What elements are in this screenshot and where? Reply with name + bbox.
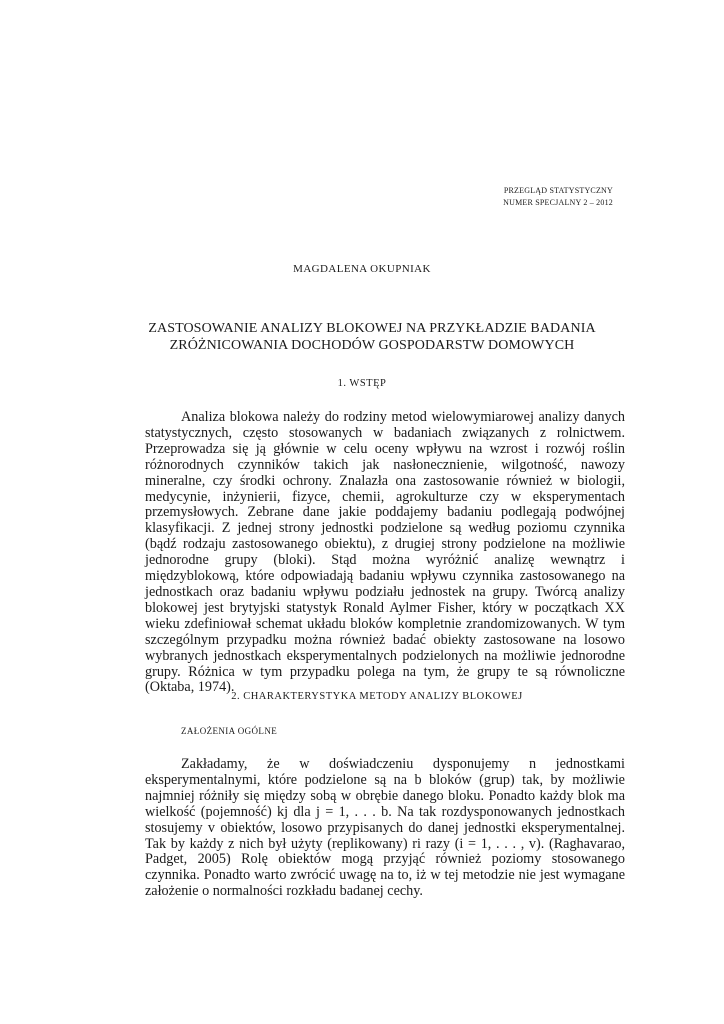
section-1-paragraph: [145, 410, 625, 696]
journal-header: [503, 185, 613, 209]
journal-issue: NUMER SPECJALNY 2 – 2012: [503, 198, 613, 207]
section-1-heading: 1. WSTĘP: [337, 378, 387, 389]
section-2-heading: 2. CHARAKTERYSTYKA METODY ANALIZY BLOKOWEJ: [231, 691, 523, 702]
section-1-text: Analiza blokowa należy do rodziny metod wielowymiarowej analizy danych statystycznych, często stosowanych w badaniach związanych z rolnictwem. Przeprowadza się ją głównie w celu oceny wpływu na wzrost i rozwój roślin różnorodnych czynników takich jak nasłonecznienie, wilgotność, nawozy mineralne, czy środki ochrony. Znalazła ona zastosowanie również w biologii, medycynie, inżynierii, fizyce, chemii, agrokulturze czy w eksperymentach przemysłowych. Zebrane dane jakie poddajemy badaniu podlegają podwójnej klasyfikacji. Z jednej strony jednostki podzielone są według poziomu czynnika (bądź rodzaju zastosowanego obiektu), z drugiej strony podzielone na możliwie jednorodne grupy (bloki). Stąd można wyróżnić analizę wewnątrz i międzyblokową, które odpowiadają badaniu wpływu czynnika zastosowanego na jednostkach oraz badaniu wpływu podziału jednostek na grupy. Twórcą analizy blokowej jest brytyjski statystyk Ronald Aylmer Fisher, który w początkach XX wieku zdefiniował schemat układu bloków kompletnie zrandomizowanych. W tym szczególnym przypadku można również badać obiekty zastosowane na losowo wybranych jednostkach eksperymentalnych podzielonych na możliwie jednorodne grupy. Różnica w tym przypadku polega na tym, że grupy te są równoliczne (Oktaba, 1974).: [145, 409, 625, 696]
paper-title: ZASTOSOWANIE ANALIZY BLOKOWEJ NA PRZYKŁADZIE BADANIA ZRÓŻNICOWANIA DOCHODÓW GOSPODARSTW DOMOWYCH: [148, 321, 596, 353]
author-name: MAGDALENA OKUPNIAK: [293, 263, 431, 275]
section-2-text: Zakładamy, że w doświadczeniu dysponujemy n jednostkami eksperymentalnymi, które podzielone są na b bloków (grup) tak, by możliwie najmniej różniły się między sobą w obrębie danego bloku. Ponadto każdy blok ma wielkość (pojemność) kj dla j = 1, . . . b. Na tak rozdysponowanych jednostkach stosujemy v obiektów, losowo przypisanych do danej jednostki eksperymentalnej. Tak by każdy z nich był użyty (replikowany) ri razy (i = 1, . . . , v). (Raghavarao, Padget, 2005) Rolę obiektów mogą przyjąć również poziomy stosowanego czynnika. Ponadto warto zwrócić uwagę na to, iż w tej metodzie nie jest wymagane założenie o normalności rozkładu badanej cechy.: [145, 756, 625, 900]
section-2-paragraph: [145, 757, 625, 900]
journal-name: PRZEGLĄD STATYSTYCZNY: [503, 186, 613, 195]
section-2-subheading: ZAŁOŻENIA OGÓLNE: [181, 726, 278, 736]
